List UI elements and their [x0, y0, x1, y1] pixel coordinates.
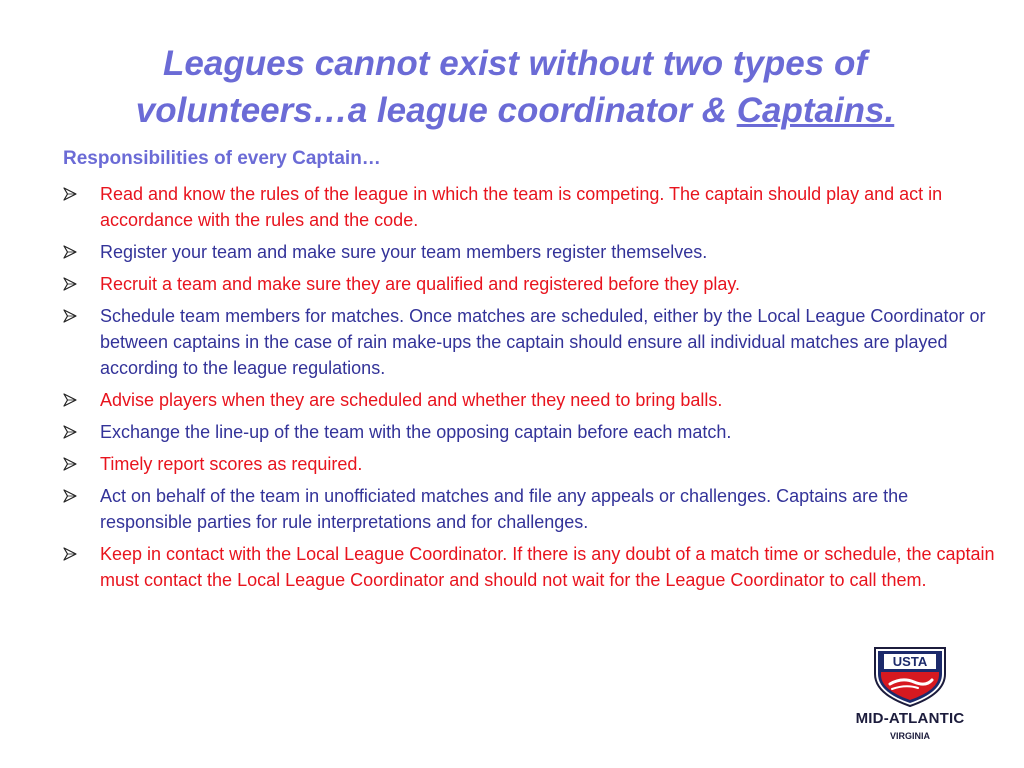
arrowhead-bullet-icon [63, 303, 100, 329]
captain-responsibilities-list [63, 181, 999, 599]
title-captains-word: Captains. [736, 91, 895, 130]
usta-shield-text: USTA [892, 654, 928, 669]
responsibility-item [63, 419, 999, 445]
arrowhead-bullet-icon [63, 541, 100, 567]
responsibility-text: Read and know the rules of the league in which the team is competing. The captain should play and act in accordance with the rules and the code. [100, 184, 943, 230]
responsibility-text: Exchange the line-up of the team with the opposing captain before each match. [100, 422, 732, 442]
responsibility-item [63, 239, 999, 265]
responsibility-item [63, 541, 999, 593]
arrowhead-bullet-icon [63, 451, 100, 477]
arrowhead-bullet-icon [63, 239, 100, 265]
responsibility-item [63, 303, 999, 381]
responsibility-item [63, 387, 999, 413]
responsibility-text: Act on behalf of the team in unofficiated matches and file any appeals or challenges. Captains are the responsible parties for rule interpretations and for challenges. [100, 486, 909, 532]
logo-text-mid-atlantic: MID-ATLANTIC [855, 710, 965, 727]
arrowhead-bullet-icon [63, 181, 100, 207]
responsibility-item [63, 451, 999, 477]
title-line-2-prefix: volunteers…a league coordinator & [135, 91, 737, 130]
title-line-2 [40, 87, 990, 134]
responsibility-text: Recruit a team and make sure they are qualified and registered before they play. [100, 274, 741, 294]
title-line-1: Leagues cannot exist without two types of [163, 44, 867, 83]
arrowhead-bullet-icon [63, 419, 100, 445]
responsibility-text: Advise players when they are scheduled and whether they need to bring balls. [100, 390, 723, 410]
responsibilities-heading: Responsibilities of every Captain… [63, 148, 381, 169]
arrowhead-bullet-icon [63, 271, 100, 297]
usta-shield-icon [840, 644, 980, 708]
arrowhead-bullet-icon [63, 483, 100, 509]
responsibility-text: Timely report scores as required. [100, 454, 363, 474]
slide-title [40, 40, 990, 134]
responsibility-text: Keep in contact with the Local League Coordinator. If there is any doubt of a match time or schedule, the captain must contact the Local League Coordinator and should not wait for the League Coordinator to call them. [100, 544, 995, 590]
responsibility-item [63, 483, 999, 535]
arrowhead-bullet-icon [63, 387, 100, 413]
responsibility-text: Register your team and make sure your team members register themselves. [100, 242, 708, 262]
usta-mid-atlantic-logo [840, 644, 980, 756]
responsibility-item [63, 271, 999, 297]
logo-text-virginia: VIRGINIA [889, 731, 930, 741]
responsibility-item [63, 181, 999, 233]
responsibility-text: Schedule team members for matches. Once matches are scheduled, either by the Local League Coordinator or between captains in the case of rain make-ups the captain should ensure all individual matches are played according to the league regulations. [100, 306, 986, 378]
